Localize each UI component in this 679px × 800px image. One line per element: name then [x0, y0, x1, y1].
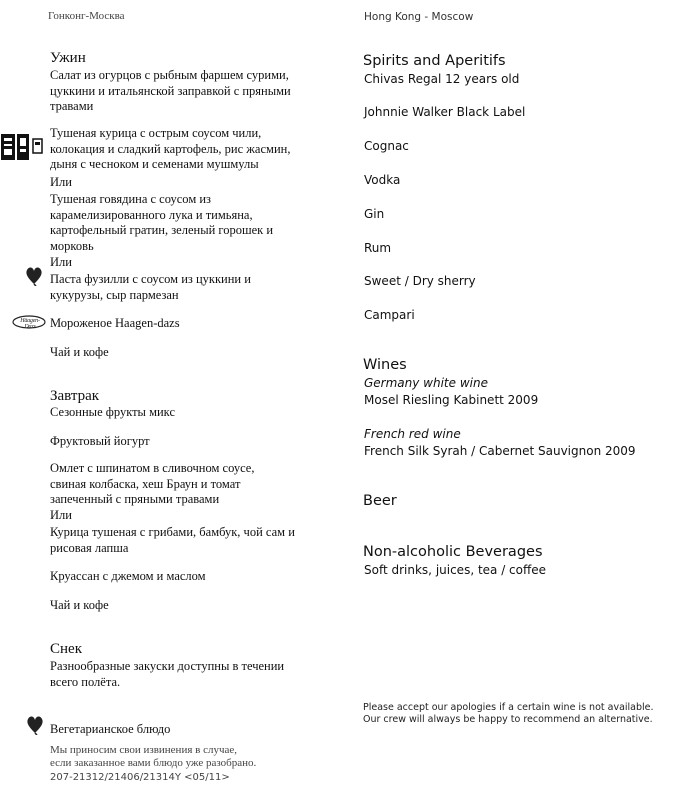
- menu-item-croissant: Круассан с джемом и маслом: [50, 569, 206, 583]
- apology-note-ru: Мы приносим свои извинения в случае, если заказанное вами блюдо уже разобрано.: [50, 744, 257, 769]
- spirit-item-2: Johnnie Walker Black Label: [364, 105, 526, 119]
- menu-code: 207-21312/21406/21314Y <05/11>: [50, 772, 230, 783]
- or-separator-1: Или: [50, 175, 72, 189]
- section-title-spirits: Spirits and Aperitifs: [363, 53, 506, 69]
- spirit-item-8: Campari: [364, 308, 415, 322]
- section-title-snack: Снек: [50, 641, 82, 657]
- menu-item-tea-breakfast: Чай и кофе: [50, 598, 109, 612]
- section-title-nonalcoholic: Non-alcoholic Beverages: [363, 544, 543, 560]
- nonalcoholic-items: Soft drinks, juices, tea / coffee: [364, 563, 547, 577]
- or-separator-2: Или: [50, 255, 72, 269]
- vegetarian-legend-icon: [26, 715, 44, 735]
- spirit-item-4: Vodka: [364, 173, 401, 187]
- wine-item-red: French Silk Syrah / Cabernet Sauvignon 2009: [364, 444, 636, 458]
- section-title-beer: Beer: [363, 493, 397, 509]
- wine-label-red: French red wine: [364, 427, 461, 441]
- menu-item-fruit: Сезонные фрукты микс: [50, 405, 175, 419]
- section-title-wines: Wines: [363, 357, 407, 373]
- spirit-item-6: Rum: [364, 241, 392, 255]
- menu-item-icecream: Мороженое Haagen-dazs: [50, 316, 180, 330]
- menu-item-pasta: Паста фузилли с соусом из цуккини и кукурузы, сыр пармезан: [50, 272, 251, 302]
- wine-item-white: Mosel Riesling Kabinett 2009: [364, 393, 539, 407]
- menu-item-yogurt: Фруктовый йогурт: [50, 434, 150, 448]
- menu-item-chicken-noodles: Курица тушеная с грибами, бамбук, чой сам и рисовая лапша: [50, 525, 295, 555]
- menu-item-chicken: Тушеная курица с острым соусом чили, колокация и сладкий картофель, рис жасмин, дыня с чесноком и семенами мушмулы: [50, 126, 291, 171]
- spirit-item-7: Sweet / Dry sherry: [364, 274, 476, 288]
- right-column-english: [340, 0, 679, 800]
- haagen-dazs-logo-text: Häagen-Dazs: [20, 318, 40, 330]
- menu-item-tea-dinner: Чай и кофе: [50, 345, 109, 359]
- snack-description: Разнообразные закуски доступны в течении всего полёта.: [50, 659, 285, 689]
- route-header-en: Hong Kong - Moscow: [364, 11, 474, 23]
- wine-label-white: Germany white wine: [364, 376, 488, 390]
- or-separator-3: Или: [50, 508, 72, 522]
- section-title-breakfast: Завтрак: [50, 388, 100, 404]
- menu-item-salad: Салат из огурцов с рыбным фаршем сурими, цуккини и итальянской заправкой с пряными травами: [50, 68, 291, 113]
- spirit-item-3: Cognac: [364, 139, 409, 153]
- menu-item-omelette: Омлет с шпинатом в сливочном соусе, свиная колбаска, хеш Браун и томат запеченный с пряными травами: [50, 461, 255, 506]
- apology-note-en: Please accept our apologies if a certain wine is not available. Our crew will always be happy to recommend an alternative.: [363, 702, 654, 725]
- route-header-ru: Гонконг-Москва: [48, 10, 125, 22]
- chef-stamp-icon: [0, 133, 46, 161]
- vegetarian-legend-label: Вегетарианское блюдо: [50, 722, 171, 736]
- menu-item-beef: Тушеная говядина с соусом из карамелизированного лука и тимьяна, картофельный гратин, зеленый горошек и морковь: [50, 192, 274, 253]
- spirit-item-1: Chivas Regal 12 years old: [364, 72, 520, 86]
- section-title-dinner: Ужин: [50, 50, 86, 66]
- vegetarian-heart-icon: [25, 266, 43, 286]
- spirit-item-5: Gin: [364, 207, 385, 221]
